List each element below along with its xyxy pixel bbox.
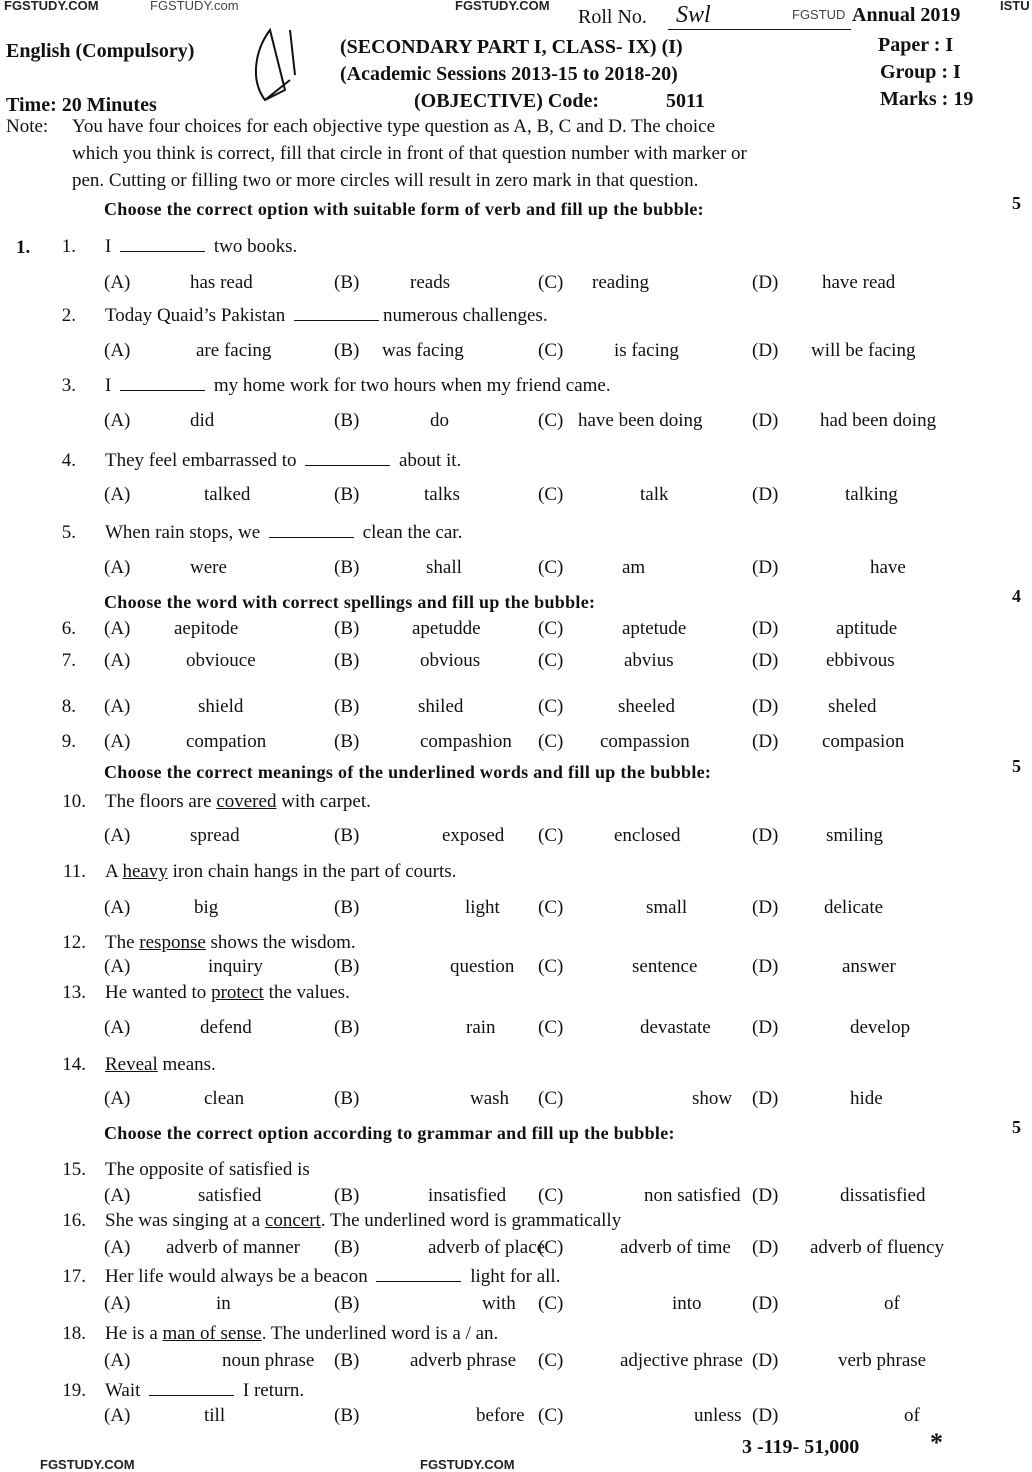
stem-text: my home work for two hours when my friend came. [209,375,611,396]
section-marks: 5 [1012,193,1022,213]
option-c[interactable]: reading [592,272,649,293]
stem-text: The opposite of satisfied is [105,1159,310,1180]
option-label-a[interactable]: (A) [104,650,131,671]
option-label-c[interactable]: (C) [538,1237,564,1258]
question-stem [105,375,611,397]
option-d[interactable]: will be facing [811,340,916,361]
option-label-b[interactable]: (B) [334,956,360,977]
question-number: 5. [61,522,76,543]
option-d[interactable]: adverb of fluency [810,1237,944,1258]
watermark: FGSTUD [792,7,846,22]
option-b[interactable]: adverb phrase [410,1350,517,1371]
option-a[interactable]: inquiry [208,956,263,977]
option-label-b[interactable]: (B) [334,484,360,505]
option-label-b[interactable]: (B) [334,825,360,846]
exam-session: Annual 2019 [852,4,961,26]
option-a[interactable]: satisfied [198,1185,262,1206]
group-number: Group : I [880,61,961,83]
answer-blank [120,376,205,391]
option-d[interactable]: dissatisfied [840,1185,926,1206]
option-label-c[interactable]: (C) [538,650,564,671]
objective-code-label: (OBJECTIVE) Code: [414,90,600,112]
option-a[interactable]: has read [190,272,253,293]
option-label-a[interactable]: (A) [104,1088,131,1109]
option-label-c[interactable]: (C) [538,272,564,293]
option-a[interactable]: obviouce [186,650,256,671]
option-label-c[interactable]: (C) [538,1293,564,1314]
stem-text: iron chain hangs in the part of courts. [167,861,457,882]
option-a[interactable]: defend [200,1017,252,1038]
option-b[interactable]: was facing [382,340,464,361]
question-stem [105,450,461,472]
option-c[interactable]: compassion [600,731,690,752]
option-label-d[interactable]: (D) [752,410,779,431]
option-c[interactable]: show [692,1088,733,1109]
option-a[interactable]: in [216,1293,231,1314]
option-d[interactable]: develop [850,1017,911,1038]
underlined-word: protect [211,982,264,1003]
option-label-b[interactable]: (B) [334,1017,360,1038]
option-label-a[interactable]: (A) [104,618,131,639]
answer-blank [294,306,379,321]
star-mark: * [930,1428,943,1457]
option-label-c[interactable]: (C) [538,897,564,918]
option-b[interactable]: before [476,1405,525,1426]
question-stem [105,522,462,544]
option-label-d[interactable]: (D) [752,825,779,846]
question-number: 3. [61,375,76,396]
section-marks: 4 [1012,586,1022,606]
stem-text: . The underlined word is a / an. [261,1323,499,1344]
stem-text: . The underlined word is grammatically [320,1210,622,1231]
option-label-b[interactable]: (B) [334,1293,360,1314]
question-number: 6. [61,618,76,639]
watermark: FGSTUDY.com [150,0,239,13]
option-a[interactable]: compation [186,731,267,752]
stem-text: Wait [105,1380,146,1401]
main-question-number: 1. [16,237,31,258]
note-label: Note: [6,116,49,137]
option-label-c[interactable]: (C) [538,731,564,752]
option-a[interactable]: big [194,897,219,918]
paper-code: 5011 [666,90,705,112]
option-d[interactable]: hide [850,1088,883,1109]
underlined-word: Reveal [105,1054,158,1075]
option-label-a[interactable]: (A) [104,825,131,846]
note-line: You have four choices for each objective type question as A, B, C and D. The choice [72,116,716,137]
question-number: 19. [62,1380,86,1401]
academic-sessions: (Academic Sessions 2013-15 to 2018-20) [340,63,678,85]
option-d[interactable]: ebbivous [826,650,895,671]
option-label-c[interactable]: (C) [538,1017,564,1038]
option-d[interactable]: smiling [826,825,884,846]
option-label-a[interactable]: (A) [104,410,131,431]
underlined-word: man of sense [162,1323,262,1344]
option-label-d[interactable]: (D) [752,956,779,977]
answer-blank [305,451,390,466]
option-b[interactable]: talks [424,484,460,505]
option-label-c[interactable]: (C) [538,340,564,361]
stem-text: Her life would always be a beacon [105,1266,373,1287]
option-a[interactable]: were [190,557,227,578]
option-label-d[interactable]: (D) [752,340,779,361]
section-heading: Choose the correct option according to grammar and fill up the bubble: [104,1123,675,1143]
option-label-c[interactable]: (C) [538,410,564,431]
option-label-a[interactable]: (A) [104,1350,131,1371]
stem-text: I [105,236,117,257]
question-number: 12. [62,932,86,953]
option-a[interactable]: aepitode [174,618,239,639]
question-number: 7. [61,650,76,671]
option-c[interactable]: aptetude [622,618,687,639]
option-label-b[interactable]: (B) [334,1237,360,1258]
option-b[interactable]: shiled [418,696,464,717]
option-label-b[interactable]: (B) [334,696,360,717]
option-c[interactable]: adverb of time [620,1237,731,1258]
stem-text: two books. [209,236,298,257]
option-label-d[interactable]: (D) [752,272,779,293]
stem-text: Today Quaid’s Pakistan [105,305,290,326]
option-label-d[interactable]: (D) [752,696,779,717]
option-d[interactable]: talking [845,484,898,505]
stem-text: The floors are [105,791,217,812]
option-label-d[interactable]: (D) [752,484,779,505]
section-marks: 5 [1012,1117,1022,1137]
option-label-b[interactable]: (B) [334,1088,360,1109]
option-label-b[interactable]: (B) [334,1185,360,1206]
option-label-a[interactable]: (A) [104,340,131,361]
section-heading: Choose the word with correct spellings and fill up the bubble: [104,592,596,612]
option-label-c[interactable]: (C) [538,696,564,717]
section-marks: 5 [1012,756,1022,776]
option-b[interactable]: with [482,1293,516,1314]
roll-number-label: Roll No. [578,6,647,28]
stem-text: She was singing at a [105,1210,265,1231]
option-c[interactable]: is facing [614,340,679,361]
option-c[interactable]: abvius [624,650,674,671]
stem-text: means. [157,1054,216,1075]
option-c[interactable]: sentence [632,956,698,977]
option-label-d[interactable]: (D) [752,557,779,578]
option-b[interactable]: insatisfied [428,1185,507,1206]
option-label-c[interactable]: (C) [538,956,564,977]
option-label-d[interactable]: (D) [752,897,779,918]
option-label-d[interactable]: (D) [752,1088,779,1109]
stem-text: He wanted to [105,982,212,1003]
question-stem [105,1380,304,1402]
question-number: 2. [61,305,76,326]
option-a[interactable]: spread [190,825,240,846]
question-stem [105,932,356,954]
watermark: ISTU [1000,0,1030,13]
option-label-c[interactable]: (C) [538,618,564,639]
watermark: FGSTUDY.COM [40,1457,135,1472]
stem-text: about it. [394,450,462,471]
signature-mark [250,20,300,115]
question-number: 14. [62,1054,86,1075]
option-a[interactable]: clean [204,1088,245,1109]
question-number: 11. [62,861,86,882]
stem-text: the values. [263,982,350,1003]
section-heading: Choose the correct option with suitable form of verb and fill up the bubble: [104,199,704,219]
option-label-a[interactable]: (A) [104,1237,131,1258]
underlined-word: covered [216,791,277,812]
option-label-c[interactable]: (C) [538,1350,564,1371]
option-b[interactable]: apetudde [412,618,481,639]
option-c[interactable]: sheeled [618,696,675,717]
option-label-b[interactable]: (B) [334,897,360,918]
question-number: 16. [62,1210,86,1231]
option-label-a[interactable]: (A) [104,1017,131,1038]
option-a[interactable]: noun phrase [222,1350,315,1371]
option-label-d[interactable]: (D) [752,731,779,752]
option-b[interactable]: obvious [420,650,481,671]
class-title: (SECONDARY PART I, CLASS- IX) (I) [340,36,683,58]
option-d[interactable]: answer [842,956,896,977]
option-label-c[interactable]: (C) [538,484,564,505]
option-b[interactable]: adverb of place [428,1237,546,1258]
option-b[interactable]: question [450,956,515,977]
option-b[interactable]: rain [466,1017,496,1038]
option-label-a[interactable]: (A) [104,731,131,752]
stem-text: The [105,932,140,953]
option-c[interactable]: non satisfied [644,1185,741,1206]
option-d[interactable]: sheled [828,696,877,717]
option-label-a[interactable]: (A) [104,696,131,717]
option-c[interactable]: into [672,1293,702,1314]
section-heading: Choose the correct meanings of the underlined words and fill up the bubble: [104,762,712,782]
option-d[interactable]: aptitude [836,618,898,639]
watermark: FGSTUDY.COM [455,0,550,13]
option-b[interactable]: light [465,897,500,918]
question-number: 15. [62,1159,86,1180]
option-label-d[interactable]: (D) [752,1185,779,1206]
watermark: FGSTUDY.COM [420,1457,515,1472]
option-label-d[interactable]: (D) [752,1293,779,1314]
option-d[interactable]: delicate [824,897,884,918]
roll-number-field[interactable]: Swl [668,2,851,30]
option-d[interactable]: had been doing [820,410,937,431]
option-c[interactable]: unless [694,1405,742,1426]
question-stem [105,1266,560,1288]
option-label-d[interactable]: (D) [752,1350,779,1371]
option-label-a[interactable]: (A) [104,272,131,293]
option-d[interactable]: have read [822,272,896,293]
option-a[interactable]: adverb of manner [166,1237,300,1258]
option-a[interactable]: shield [198,696,244,717]
option-b[interactable]: wash [470,1088,510,1109]
option-label-b[interactable]: (B) [334,618,360,639]
stem-text: I [105,375,117,396]
option-label-a[interactable]: (A) [104,557,131,578]
stem-text: I return. [238,1380,305,1401]
option-label-b[interactable]: (B) [334,340,360,361]
stem-text: clean the car. [357,522,463,543]
option-b[interactable]: compashion [420,731,512,752]
answer-blank [120,237,205,252]
question-number: 4. [61,450,76,471]
watermark: FGSTUDY.COM [4,0,99,13]
option-c[interactable]: am [622,557,646,578]
option-c[interactable]: enclosed [614,825,681,846]
question-stem [105,1054,216,1076]
time-allowed: Time: 20 Minutes [6,94,157,116]
stem-text: with carpet. [276,791,371,812]
stem-text: They feel embarrassed to [105,450,302,471]
stem-text: When rain stops, we [105,522,265,543]
option-b[interactable]: reads [410,272,451,293]
option-b[interactable]: do [430,410,449,431]
option-a[interactable]: till [204,1405,226,1426]
option-label-c[interactable]: (C) [538,1405,564,1426]
option-d[interactable]: of [884,1293,900,1314]
underlined-word: response [139,932,206,953]
option-label-d[interactable]: (D) [752,1405,779,1426]
option-label-d[interactable]: (D) [752,618,779,639]
option-d[interactable]: compasion [822,731,905,752]
option-label-c[interactable]: (C) [538,825,564,846]
option-label-c[interactable]: (C) [538,1185,564,1206]
option-label-d[interactable]: (D) [752,1017,779,1038]
question-stem [105,791,371,813]
option-c[interactable]: have been doing [578,410,703,431]
option-c[interactable]: adjective phrase [620,1350,743,1371]
subject-title: English (Compulsory) [6,40,195,62]
option-label-b[interactable]: (B) [334,1350,360,1371]
option-c[interactable]: small [646,897,688,918]
option-label-b[interactable]: (B) [334,272,360,293]
note-line: which you think is correct, fill that circle in front of that question number with marker or [72,143,747,164]
stem-text: He is a [105,1323,163,1344]
stem-text: light for all. [465,1266,561,1287]
stem-text: A [105,861,123,882]
question-stem [105,982,350,1004]
option-label-a[interactable]: (A) [104,484,131,505]
answer-blank [269,523,354,538]
option-label-a[interactable]: (A) [104,1293,131,1314]
question-stem [105,1323,498,1345]
option-label-a[interactable]: (A) [104,897,131,918]
question-number: 9. [61,731,76,752]
option-label-d[interactable]: (D) [752,650,779,671]
question-stem [105,1159,310,1181]
note-line: pen. Cutting or filling two or more circles will result in zero mark in that question. [72,170,699,191]
option-a[interactable]: talked [204,484,251,505]
option-a[interactable]: did [190,410,215,431]
option-label-b[interactable]: (B) [334,650,360,671]
question-number: 18. [62,1323,86,1344]
option-c[interactable]: devastate [640,1017,711,1038]
underlined-word: heavy [122,861,168,882]
total-marks: Marks : 19 [880,88,974,110]
question-stem [105,236,297,258]
stem-text: shows the wisdom. [205,932,356,953]
option-label-d[interactable]: (D) [752,1237,779,1258]
stem-text: numerous challenges. [382,305,548,326]
option-a[interactable]: are facing [196,340,272,361]
question-number: 10. [62,791,86,812]
option-label-c[interactable]: (C) [538,557,564,578]
question-number: 8. [61,696,76,717]
question-number: 17. [62,1266,86,1287]
option-label-a[interactable]: (A) [104,956,131,977]
option-label-b[interactable]: (B) [334,410,360,431]
question-stem [105,305,548,327]
option-label-c[interactable]: (C) [538,1088,564,1109]
underlined-word: concert [264,1210,321,1231]
option-d[interactable]: verb phrase [838,1350,927,1371]
option-label-b[interactable]: (B) [334,731,360,752]
option-label-a[interactable]: (A) [104,1185,131,1206]
question-number: 13. [62,982,86,1003]
option-d[interactable]: have [870,557,906,578]
answer-blank [376,1267,461,1282]
option-d[interactable]: of [904,1405,920,1426]
option-c[interactable]: talk [640,484,669,505]
question-number: 1. [61,236,76,257]
answer-blank [149,1381,234,1396]
option-label-b[interactable]: (B) [334,557,360,578]
paper-number: Paper : I [878,34,954,56]
print-code: 3 -119- 51,000 [742,1436,860,1458]
option-b[interactable]: exposed [442,825,505,846]
option-label-b[interactable]: (B) [334,1405,360,1426]
question-stem [105,1210,621,1232]
option-b[interactable]: shall [426,557,462,578]
question-stem [105,861,456,883]
option-label-a[interactable]: (A) [104,1405,131,1426]
